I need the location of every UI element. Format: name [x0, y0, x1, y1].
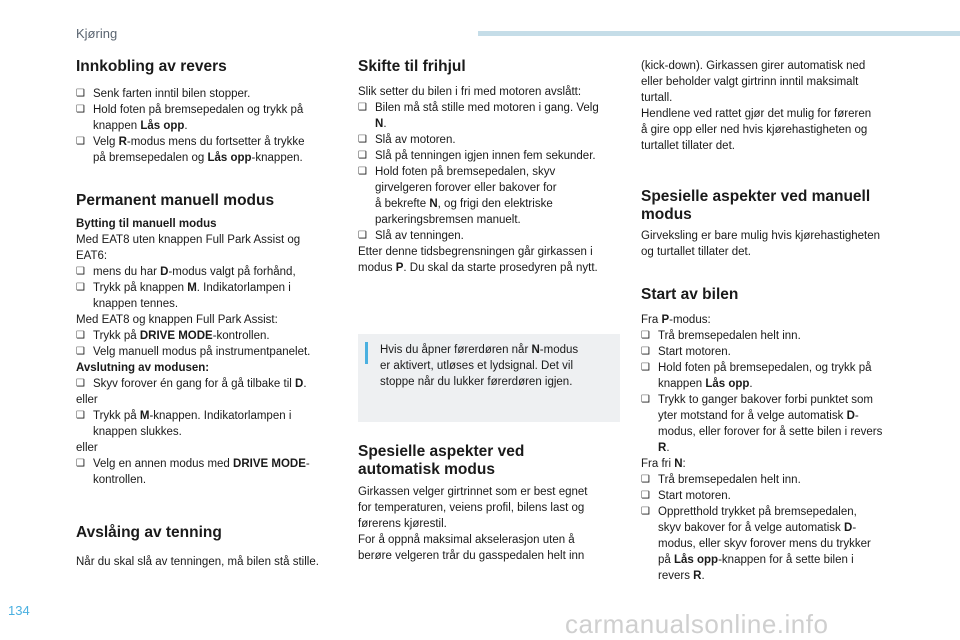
- list-item: ❑ Trå bremsepedalen helt inn.: [641, 474, 801, 486]
- list-item: ❑ Skyv forover én gang for å gå tilbake til D.: [76, 378, 307, 390]
- list-item: ❑ Trykk på M-knappen. Indikatorlampen i: [76, 410, 292, 422]
- list-item-cont: på bremsepedalen og Lås opp-knappen.: [93, 152, 303, 164]
- list-item-cont: knappen Lås opp.: [93, 120, 188, 132]
- list-item: ❑ Trå bremsepedalen helt inn.: [641, 330, 801, 342]
- list-item: ❑ Start motoren.: [641, 346, 731, 358]
- list-item-cont: på Lås opp-knappen for å sette bilen i: [658, 554, 854, 566]
- checkbox-icon: ❑: [641, 394, 650, 405]
- list-item-cont: modus, eller forover for å sette bilen i revers: [658, 426, 883, 438]
- paragraph: Hendlene ved rattet gjør det mulig for føreren: [641, 108, 872, 120]
- checkbox-icon: ❑: [641, 474, 650, 485]
- header-bar: [478, 31, 960, 36]
- list-item-cont: parkeringsbremsen manuelt.: [375, 214, 521, 226]
- list-item-cont: modus, eller skyv forover mens du trykker: [658, 538, 871, 550]
- paragraph: turtallet tillater det.: [641, 140, 735, 152]
- paragraph: eller: [76, 394, 98, 406]
- checkbox-icon: ❑: [641, 490, 650, 501]
- checkbox-icon: ❑: [76, 378, 85, 389]
- checkbox-icon: ❑: [358, 134, 367, 145]
- paragraph: Fra fri N:: [641, 458, 686, 470]
- list-item: ❑ Slå av tenningen.: [358, 230, 464, 242]
- section-title-manual-aspects: Spesielle aspekter ved manuell modus: [641, 188, 871, 223]
- section-title-auto: Spesielle aspekter ved automatisk modus: [358, 443, 525, 478]
- list-item: ❑ Hold foten på bremsepedalen, skyv: [358, 166, 556, 178]
- list-item-cont: N.: [375, 118, 387, 130]
- checkbox-icon: ❑: [358, 102, 367, 113]
- paragraph: Etter denne tidsbegrensningen går girkassen i: [358, 246, 593, 258]
- paragraph: turtall.: [641, 92, 673, 104]
- ignition-body: [76, 554, 334, 570]
- list-item-cont: yter motstand for å velge automatisk D-: [658, 410, 859, 422]
- list-item-cont: å bekrefte N, og frigi den elektriske: [375, 198, 553, 210]
- checkbox-icon: ❑: [641, 330, 650, 341]
- list-item: ❑ Hold foten på bremsepedalen, og trykk på: [641, 362, 872, 374]
- checkbox-icon: ❑: [76, 88, 85, 99]
- section-title-start: Start av bilen: [641, 286, 739, 303]
- paragraph: (kick-down). Girkassen girer automatisk ned: [641, 60, 866, 72]
- list-item-cont: revers R.: [658, 570, 705, 582]
- list-item-cont: knappen Lås opp.: [658, 378, 753, 390]
- paragraph: Girkassen velger girtrinnet som er best egnet: [358, 486, 588, 498]
- section-title-manual: Permanent manuell modus: [76, 192, 275, 209]
- section-title-freewheel: Skifte til frihjul: [358, 58, 466, 75]
- manual-aspects-body: [641, 228, 909, 260]
- paragraph: å gire opp eller ned hvis kjørehastigheten og: [641, 124, 868, 136]
- paragraph: EAT6:: [76, 250, 108, 262]
- list-item: ❑ Velg R-modus mens du fortsetter å trykke: [76, 136, 305, 148]
- paragraph: Slik setter du bilen i fri med motoren avslått:: [358, 86, 582, 98]
- info-note: [358, 334, 620, 422]
- checkbox-icon: ❑: [76, 410, 85, 421]
- section-manual-aspects: [641, 188, 909, 224]
- checkbox-icon: ❑: [76, 104, 85, 115]
- section-auto-mode: [358, 443, 620, 479]
- list-item-cont: girvelgeren forover eller bakover for: [375, 182, 557, 194]
- section-freewheel: [358, 58, 620, 76]
- section-title-ignition: Avslåing av tenning: [76, 524, 222, 541]
- paragraph: Med EAT8 og knappen Full Park Assist:: [76, 314, 278, 326]
- section-title: Kjøring: [76, 26, 118, 41]
- checkbox-icon: ❑: [358, 166, 367, 177]
- paragraph: For å oppnå maksimal akselerasjon uten å: [358, 534, 575, 546]
- checkbox-icon: ❑: [76, 266, 85, 277]
- manual-body: [76, 216, 334, 488]
- info-icon: [365, 342, 368, 364]
- paragraph: eller beholder valgt girtrinn inntil maksimalt: [641, 76, 859, 88]
- kickdown-body: [641, 58, 909, 154]
- paragraph: Når du skal slå av tenningen, må bilen stå stille.: [76, 556, 319, 568]
- checkbox-icon: ❑: [76, 346, 85, 357]
- checkbox-icon: ❑: [76, 330, 85, 341]
- section-title-reverse: Innkobling av revers: [76, 58, 227, 75]
- paragraph: Girveksling er bare mulig hvis kjørehastigheten: [641, 230, 881, 242]
- list-item-cont: kontrollen.: [93, 474, 147, 486]
- list-item: ❑ Trykk på knappen M. Indikatorlampen i: [76, 282, 291, 294]
- paragraph: eller: [76, 442, 98, 454]
- section-reverse: [76, 58, 334, 76]
- paragraph: for temperaturen, veiens profil, bilens last og: [358, 502, 585, 514]
- list-item-cont: R.: [658, 442, 670, 454]
- freewheel-body: [358, 84, 620, 276]
- list-item: ❑ Slå på tenningen igjen innen fem sekunder.: [358, 150, 596, 162]
- list-item: ❑ Trykk på DRIVE MODE-kontrollen.: [76, 330, 270, 342]
- section-ignition: [76, 524, 334, 542]
- paragraph: berøre velgeren trår du gasspedalen helt inn: [358, 550, 585, 562]
- paragraph: modus P. Du skal da starte prosedyren på nytt.: [358, 262, 598, 274]
- list-item: ❑ Velg en annen modus med DRIVE MODE-: [76, 458, 310, 470]
- checkbox-icon: ❑: [76, 282, 85, 293]
- paragraph: førerens kjørestil.: [358, 518, 447, 530]
- list-item-cont: skyv bakover for å velge automatisk D-: [658, 522, 857, 534]
- checkbox-icon: ❑: [358, 230, 367, 241]
- checkbox-icon: ❑: [641, 362, 650, 373]
- list-item: ❑ Hold foten på bremsepedalen og trykk på: [76, 104, 304, 116]
- auto-mode-body: [358, 484, 620, 564]
- list-item: ❑ Senk farten inntil bilen stopper.: [76, 88, 251, 100]
- reverse-steps: [76, 86, 334, 166]
- checkbox-icon: ❑: [641, 506, 650, 517]
- page-number: 134: [8, 603, 30, 618]
- list-item: ❑ Slå av motoren.: [358, 134, 456, 146]
- paragraph: Med EAT8 uten knappen Full Park Assist og: [76, 234, 301, 246]
- start-body: [641, 312, 909, 584]
- subheading: Bytting til manuell modus: [76, 218, 217, 230]
- checkbox-icon: ❑: [76, 136, 85, 147]
- paragraph: og turtallet tillater det.: [641, 246, 751, 258]
- list-item-cont: knappen tennes.: [93, 298, 179, 310]
- section-start: [641, 286, 909, 304]
- list-item: ❑ mens du har D-modus valgt på forhånd,: [76, 266, 296, 278]
- watermark: carmanualsonline.info: [565, 609, 829, 639]
- list-item: ❑ Trykk to ganger bakover forbi punktet som: [641, 394, 873, 406]
- list-item-cont: knappen slukkes.: [93, 426, 182, 438]
- subheading: Avslutning av modusen:: [76, 362, 210, 374]
- paragraph: Fra P-modus:: [641, 314, 711, 326]
- note-text: Hvis du åpner førerdøren når N-modus er aktivert, utløses et lydsignal. Det vil stoppe når du lukker førerdøren igjen.: [380, 344, 579, 388]
- list-item: ❑ Start motoren.: [641, 490, 731, 502]
- checkbox-icon: ❑: [76, 458, 85, 469]
- list-item: ❑ Bilen må stå stille med motoren i gang. Velg: [358, 102, 599, 114]
- checkbox-icon: ❑: [641, 346, 650, 357]
- list-item: ❑ Velg manuell modus på instrumentpanelet.: [76, 346, 311, 358]
- section-manual: [76, 192, 334, 210]
- list-item: ❑ Oppretthold trykket på bremsepedalen,: [641, 506, 857, 518]
- checkbox-icon: ❑: [358, 150, 367, 161]
